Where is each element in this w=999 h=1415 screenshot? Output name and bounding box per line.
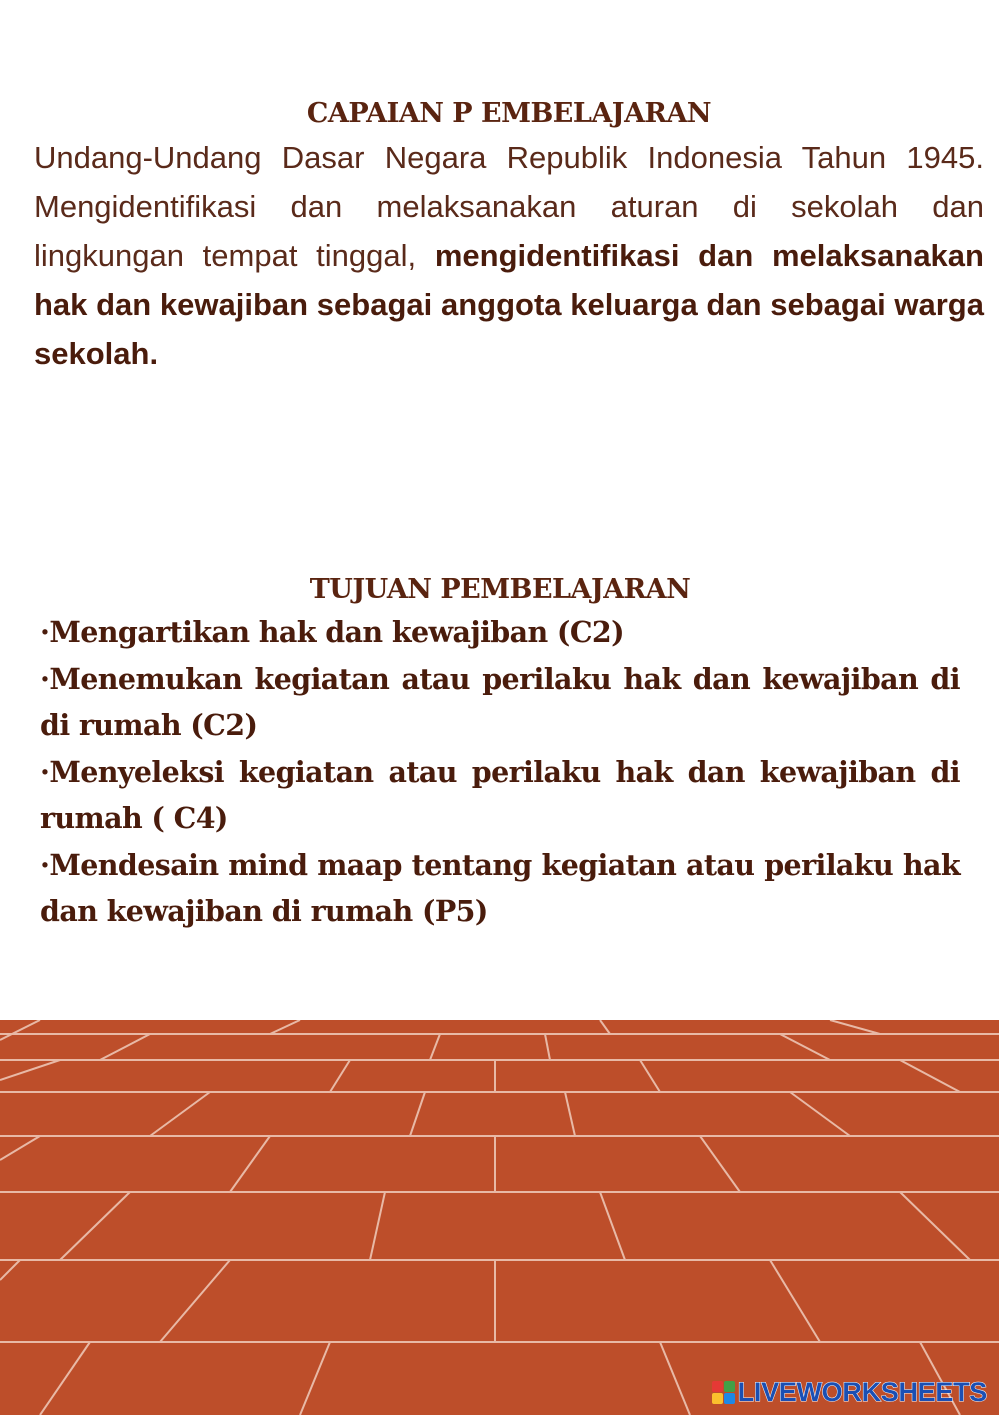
logo-square [712,1381,723,1392]
liveworksheets-watermark [712,1377,987,1407]
capaian-section [34,98,984,378]
goal-item: ·Menyeleksi kegiatan atau perilaku hak dan kewajiban di rumah ( C4) [40,754,960,835]
capaian-text-plain: Undang-Undang Dasar Negara Republik Indonesia Tahun 1945. Mengidentifikasi dan melaksanakan aturan di sekolah dan lingkungan tempat tinggal, [34,140,984,273]
logo-square [724,1393,735,1404]
brick-floor-illustration [0,1020,999,1415]
goal-item: ·Mendesain mind maap tentang kegiatan atau perilaku hak dan kewajiban di rumah (P5) [40,847,960,928]
liveworksheets-brand: LIVEWORKSHEETS [737,1376,987,1407]
liveworksheets-logo-icon [712,1381,735,1404]
capaian-heading: CAPAIAN P EMBELAJARAN [306,98,712,129]
goals-list [40,609,960,935]
tujuan-section [40,574,960,935]
goal-item: ·Mengartikan hak dan kewajiban (C2) [40,615,625,649]
capaian-text-bold: mengidentifikasi dan melaksanakan hak dan kewajiban sebagai anggota keluarga dan sebagai warga sekolah. [34,238,984,371]
capaian-paragraph [34,133,984,378]
goal-item: ·Menemukan kegiatan atau perilaku hak dan kewajiban di di rumah (C2) [40,661,960,742]
logo-square [712,1393,723,1404]
logo-square [724,1381,735,1392]
tujuan-heading: TUJUAN PEMBELAJARAN [309,574,691,605]
